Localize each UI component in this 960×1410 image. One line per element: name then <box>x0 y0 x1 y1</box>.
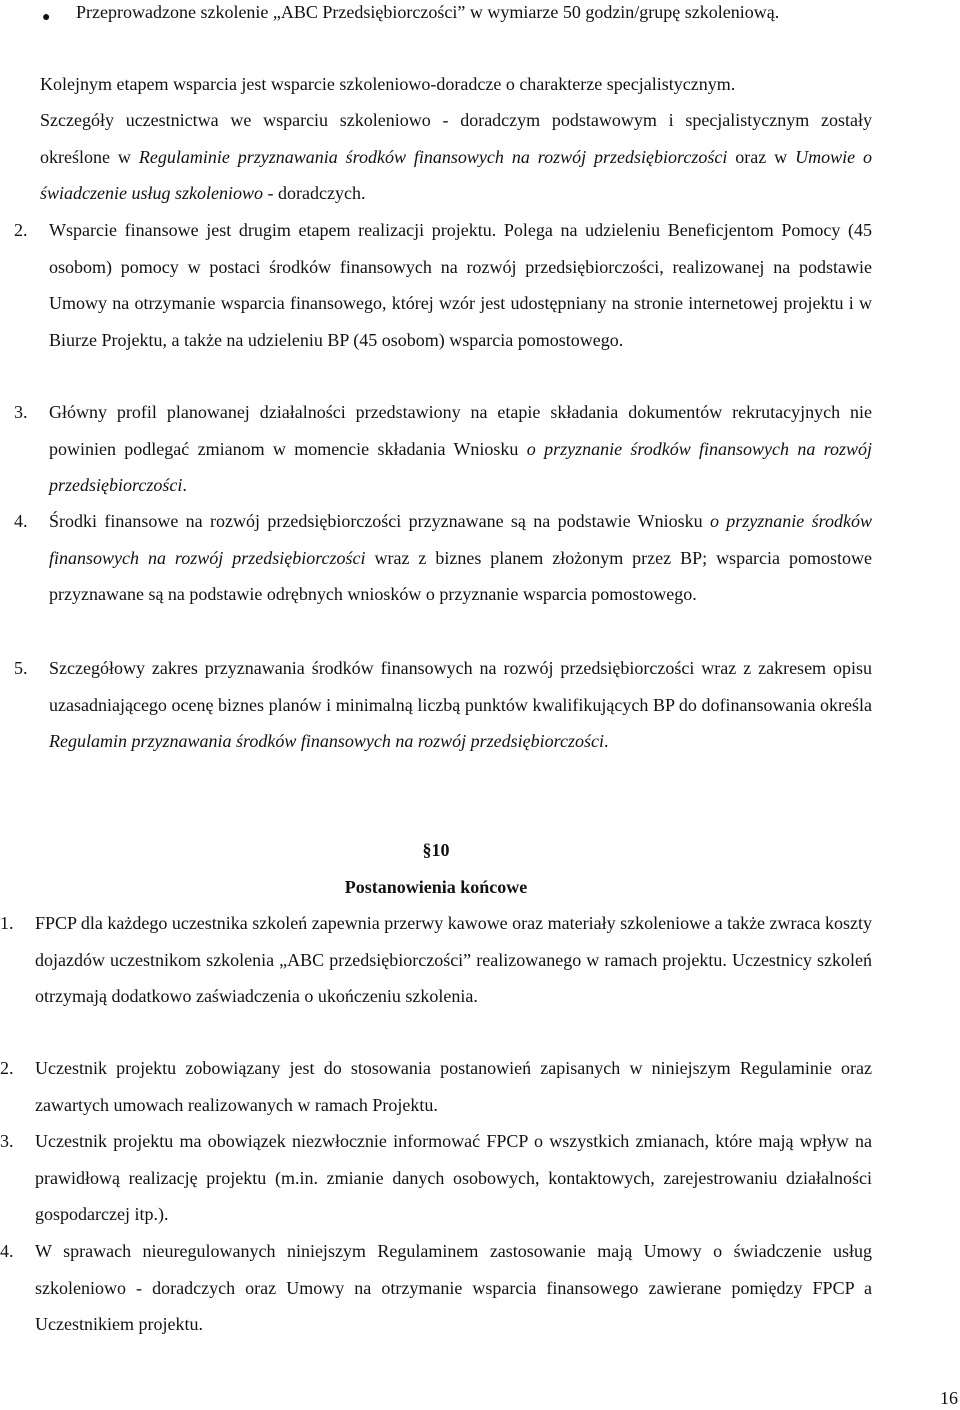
final-item-paragraph: W sprawach nieuregulowanych niniejszym Regulaminem zastosowanie mają Umowy o świadczenie usług szkoleniowo - doradczych oraz Umowy na otrzymanie wsparcia finansowego zawierane pomiędzy FPCP a Uczestnikiem projektu. <box>35 1241 872 1334</box>
intro-text-c: - doradczych. <box>263 183 366 203</box>
item-text: Główny profil planowanej działalności przedstawiony na etapie składania dokumentów rekrutacyjnych nie powinien podlegać zmianom w momencie składania Wniosku <box>49 402 872 459</box>
final-item-paragraph: Uczestnik projektu ma obowiązek niezwłocznie informować FPCP o wszystkich zmianach, które mają wpływ na prawidłową realizację projektu (m.in. zmianie danych osobowych, kontaktowych, zarejestrowaniu działalności gospodarczej itp.). <box>35 1131 872 1224</box>
item-italic-text: Regulamin przyznawania środków finansowych na rozwój przedsiębiorczości <box>49 731 604 751</box>
item-text: Szczegółowy zakres przyznawania środków finansowych na rozwój przedsiębiorczości wraz z zakresem opisu uzasadniającego ocenę biznes planów i minimalną liczbą punktów kwalifikujących BP do dofinansowania określa <box>49 658 872 715</box>
item-text-end: . <box>182 475 187 495</box>
bullet-icon: ● <box>42 10 51 25</box>
item-paragraph <box>49 650 872 760</box>
intro-text-b: oraz w <box>727 146 796 167</box>
final-item-number: 3. <box>0 1131 14 1151</box>
section-number: §10 <box>422 840 450 860</box>
item-text: Środki finansowe na rozwój przedsiębiorczości przyznawane są na podstawie Wniosku <box>49 511 710 531</box>
item-paragraph <box>49 394 872 504</box>
agreement-reference: Umowie o świadczenie usług szkoleniowo <box>40 146 872 203</box>
regulation-reference: Regulaminie przyznawania środków finansowych na rozwój przedsiębiorczości <box>138 146 728 167</box>
item-paragraph: Wsparcie finansowe jest drugim etapem realizacji projektu. Polega na udzieleniu Beneficjentom Pomocy (45 osobom) pomocy w postaci środków finansowych na rozwój przedsiębiorczości, realizowanej na podstawie Umowy na otrzymanie wsparcia finansowego, której wzór jest udostępniany na stronie internetowej projektu i w Biurze Projektu, a także na udzieleniu BP (45 osobom) wsparcia pomostowego. <box>49 220 872 350</box>
item-number: 3. <box>14 402 28 422</box>
final-item-number: 1. <box>0 913 14 933</box>
final-item-number: 2. <box>0 1058 14 1078</box>
item-italic-text: o przyznanie środków finansowych na rozwój przedsiębiorczości <box>49 438 873 495</box>
item-text-end: . <box>604 731 609 751</box>
item-number: 5. <box>14 658 28 678</box>
item-paragraph <box>49 503 872 613</box>
item-number: 4. <box>14 511 28 531</box>
page-number: 16 <box>940 1388 958 1408</box>
item-number: 2. <box>14 220 28 240</box>
item-text-end: wraz z biznes planem złożonym przez BP; wsparcia pomostowe przyznawane są na podstawie odrębnych wniosków o przyznanie wsparcia pomostowego. <box>49 547 872 604</box>
item-italic-text: o przyznanie środków finansowych na rozwój przedsiębiorczości <box>49 511 872 568</box>
section-title: Postanowienia końcowe <box>344 877 528 897</box>
bullet-paragraph: Przeprowadzone szkolenie „ABC Przedsiębiorczości” w wymiarze 50 godzin/grupę szkoleniową. <box>76 2 780 22</box>
final-item-paragraph: FPCP dla każdego uczestnika szkoleń zapewnia przerwy kawowe oraz materiały szkoleniowe a także zwraca koszty dojazdów uczestnikom szkolenia „ABC przedsiębiorczości” realizowanego w ramach projektu. Uczestnicy szkoleń otrzymają dodatkowo zaświadczenia o ukończeniu szkolenia. <box>35 913 872 1006</box>
intro-paragraph <box>40 102 872 212</box>
final-item-number: 4. <box>0 1241 14 1261</box>
intro-text-a: Szczegóły uczestnictwa we wsparciu szkoleniowo - doradczym podstawowym i specjalistycznym zostały określone w <box>40 110 872 167</box>
final-item-paragraph: Uczestnik projektu zobowiązany jest do stosowania postanowień zapisanych w niniejszym Regulaminie oraz zawartych umowach realizowanych w ramach Projektu. <box>35 1058 872 1115</box>
intro-line: Kolejnym etapem wsparcia jest wsparcie szkoleniowo-doradcze o charakterze specjalistycznym. <box>40 74 736 94</box>
